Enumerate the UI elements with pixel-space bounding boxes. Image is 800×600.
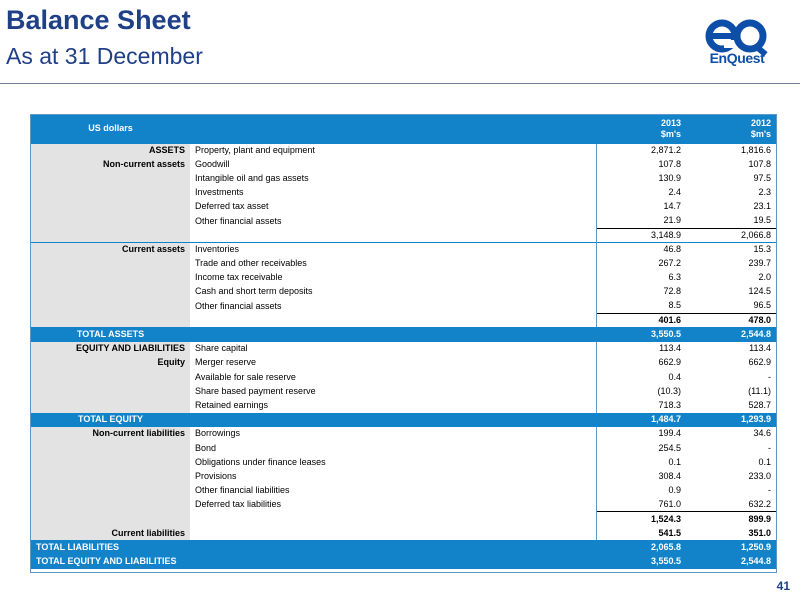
- row-value-2012: 34.6: [753, 428, 771, 439]
- table-row: [31, 526, 776, 540]
- row-value-2012: 662.9: [748, 357, 771, 368]
- row-item-label: Available for sale reserve: [195, 371, 296, 382]
- row-value-2012: 2,544.8: [686, 327, 776, 341]
- row-value-2012: 0.1: [758, 456, 771, 467]
- row-item-label: Income tax receivable: [195, 272, 283, 283]
- table-row: [31, 214, 776, 228]
- table-row: [31, 299, 776, 313]
- table-row: [31, 498, 776, 512]
- row-value-2013: 8.5: [596, 299, 686, 313]
- row-section-label: [31, 469, 190, 483]
- row-value-2012: 1,293.9: [686, 413, 776, 427]
- row-item-label: Other financial assets: [195, 300, 282, 311]
- row-value-2012: 478.0: [686, 313, 776, 327]
- row-value-2013: 761.0: [596, 498, 686, 512]
- row-value-2013: 541.5: [596, 526, 686, 540]
- table-row: [31, 484, 776, 498]
- table-row: [31, 257, 776, 271]
- row-item-label: Bond: [195, 442, 217, 453]
- row-value-2012: 899.9: [686, 512, 776, 526]
- row-section-label: [31, 171, 190, 185]
- header-blank: [190, 115, 596, 143]
- row-value-2012: -: [768, 371, 771, 382]
- table-row: [31, 313, 776, 327]
- row-value-2012: 233.0: [748, 470, 771, 481]
- row-section-label: TOTAL ASSETS: [31, 327, 190, 341]
- table-row: [31, 512, 776, 526]
- table-row: [31, 271, 776, 285]
- row-section-label: [31, 313, 190, 327]
- row-section-label: [31, 285, 190, 299]
- row-value-2012: 2.3: [758, 187, 771, 198]
- row-value-2013: 199.4: [596, 427, 686, 441]
- row-value-2012: 15.3: [686, 242, 776, 256]
- table-row: [31, 143, 776, 157]
- row-value-2013: 72.8: [596, 285, 686, 299]
- row-item-label: Inventories: [190, 242, 596, 256]
- row-item-label: Deferred tax liabilities: [195, 499, 282, 510]
- row-value-2012: 632.2: [748, 499, 771, 510]
- row-item-label: Share based payment reserve: [195, 385, 316, 396]
- row-item-label: Borrowings: [195, 428, 241, 439]
- row-section-label: EQUITY AND LIABILITIES: [31, 342, 190, 356]
- table-row: [31, 427, 776, 441]
- header-label-us-dollars: US dollars: [31, 115, 190, 143]
- row-value-2012: 2.0: [758, 272, 771, 283]
- row-value-2013: 401.6: [596, 313, 686, 327]
- row-section-label: [31, 484, 190, 498]
- row-item-label: [190, 327, 596, 341]
- row-value-2013: 130.9: [596, 171, 686, 185]
- table-row: [31, 398, 776, 412]
- row-value-2013: 0.1: [596, 455, 686, 469]
- page-subtitle: As at 31 December: [6, 43, 203, 69]
- row-section-label: Non-current liabilities: [31, 427, 190, 441]
- table-row: [31, 327, 776, 341]
- header-2013-unit: $m's: [660, 128, 681, 139]
- row-section-label: [31, 214, 190, 228]
- row-value-2013: 21.9: [596, 214, 686, 228]
- row-section-label: [31, 455, 190, 469]
- row-item-label: Obligations under finance leases: [195, 456, 326, 467]
- row-value-2013: 3,550.5: [596, 327, 686, 341]
- header-2013: [596, 115, 686, 143]
- row-value-2013: 3,148.9: [596, 228, 686, 242]
- row-value-2012: 239.7: [748, 258, 771, 269]
- row-section-label: [31, 271, 190, 285]
- table-row: [31, 200, 776, 214]
- table-row: [31, 370, 776, 384]
- row-item-label: Property, plant and equipment: [190, 143, 596, 157]
- row-value-2013: 662.9: [596, 356, 686, 370]
- table-row: [31, 441, 776, 455]
- row-value-2013: (10.3): [596, 384, 686, 398]
- header-2012-year: 2012: [750, 117, 771, 128]
- row-item-label: Share capital: [195, 343, 248, 354]
- row-value-2013: 308.4: [596, 469, 686, 483]
- table-row: [31, 157, 776, 171]
- row-item-label: [190, 413, 596, 427]
- table-row: [31, 242, 776, 256]
- header-2012-unit: $m's: [750, 128, 771, 139]
- row-value-2013: 2,065.8: [596, 540, 686, 554]
- table-row: [31, 384, 776, 398]
- row-value-2013: 1,524.3: [596, 512, 686, 526]
- balance-sheet-table: [30, 114, 777, 573]
- row-section-label: TOTAL LIABILITIES: [31, 540, 190, 554]
- balance-sheet-grid: [31, 115, 776, 569]
- row-section-label: [31, 398, 190, 412]
- row-value-2012: 113.4: [749, 343, 771, 354]
- table-header-row: [31, 115, 776, 143]
- row-section-label: [31, 186, 190, 200]
- row-value-2012: 19.5: [753, 215, 771, 226]
- row-section-label: [31, 384, 190, 398]
- row-item-label: Investments: [195, 187, 244, 198]
- row-value-2013: 113.4: [596, 342, 686, 356]
- row-value-2013: 2.4: [596, 186, 686, 200]
- row-value-2013: 254.5: [596, 441, 686, 455]
- row-section-label: [31, 512, 190, 526]
- row-section-label: Current assets: [31, 242, 190, 256]
- row-value-2013: 2,871.2: [596, 143, 686, 157]
- table-row: [31, 228, 776, 242]
- row-item-label: Deferred tax asset: [195, 201, 269, 212]
- row-section-label: TOTAL EQUITY AND LIABILITIES: [31, 554, 190, 568]
- row-item-label: [190, 540, 596, 554]
- row-value-2013: 1,484.7: [596, 413, 686, 427]
- row-value-2012: -: [768, 485, 771, 496]
- row-section-label: Equity: [31, 356, 190, 370]
- table-row: [31, 455, 776, 469]
- row-value-2012: 1,816.6: [686, 143, 776, 157]
- row-value-2012: 528.7: [748, 399, 771, 410]
- row-value-2013: 718.3: [596, 398, 686, 412]
- row-value-2013: 46.8: [596, 242, 686, 256]
- header-2013-year: 2013: [660, 117, 681, 128]
- row-section-label: Non-current assets: [31, 157, 190, 171]
- row-value-2012: (11.1): [748, 385, 771, 396]
- row-item-label: Other financial liabilities: [195, 485, 290, 496]
- row-item-label: [190, 313, 596, 327]
- row-section-label: [31, 257, 190, 271]
- row-value-2012: -: [768, 442, 771, 453]
- page-title: Balance Sheet: [6, 5, 191, 35]
- page-number: 41: [776, 579, 790, 593]
- row-value-2012: 2,066.8: [686, 228, 776, 242]
- row-section-label: [31, 200, 190, 214]
- row-section-label: Current liabilities: [31, 526, 190, 540]
- table-row: [31, 342, 776, 356]
- table-row: [31, 554, 776, 568]
- row-value-2013: 0.9: [596, 484, 686, 498]
- row-value-2012: 97.5: [753, 172, 771, 183]
- row-value-2013: 267.2: [596, 257, 686, 271]
- row-value-2013: 107.8: [596, 157, 686, 171]
- row-item-label: [190, 526, 596, 540]
- row-value-2013: 14.7: [596, 200, 686, 214]
- row-section-label: [31, 441, 190, 455]
- row-item-label: Provisions: [195, 470, 237, 481]
- row-value-2012: 107.8: [748, 158, 771, 169]
- header-2012: [686, 115, 776, 143]
- table-row: [31, 540, 776, 554]
- row-section-label: [31, 299, 190, 313]
- row-item-label: [190, 554, 596, 568]
- row-value-2012: 351.0: [748, 527, 771, 538]
- table-row: [31, 469, 776, 483]
- row-section-label: [31, 228, 190, 242]
- row-value-2012: 124.5: [748, 286, 771, 297]
- row-item-label: Merger reserve: [195, 357, 257, 368]
- row-item-label: [190, 512, 596, 526]
- row-value-2012: 1,250.9: [686, 540, 776, 554]
- row-section-label: TOTAL EQUITY: [31, 413, 190, 427]
- table-row: [31, 413, 776, 427]
- table-row: [31, 356, 776, 370]
- row-item-label: [190, 228, 596, 242]
- logo-wordmark: EnQuest: [709, 50, 765, 66]
- row-value-2013: 0.4: [596, 370, 686, 384]
- table-row: [31, 285, 776, 299]
- row-item-label: Goodwill: [195, 158, 230, 169]
- table-body: [31, 115, 776, 569]
- row-value-2013: 3,550.5: [596, 554, 686, 568]
- row-value-2013: 6.3: [596, 271, 686, 285]
- row-item-label: Cash and short term deposits: [195, 286, 313, 297]
- row-section-label: [31, 370, 190, 384]
- row-value-2012: 23.1: [753, 201, 771, 212]
- row-item-label: Intangible oil and gas assets: [195, 172, 309, 183]
- title-divider: [0, 83, 800, 84]
- row-item-label: Other financial assets: [195, 215, 282, 226]
- row-value-2012: 2,544.8: [686, 554, 776, 568]
- row-item-label: Trade and other receivables: [195, 258, 307, 269]
- row-section-label: ASSETS: [31, 143, 190, 157]
- table-row: [31, 171, 776, 185]
- table-row: [31, 186, 776, 200]
- row-section-label: [31, 498, 190, 512]
- row-value-2012: 96.5: [753, 300, 771, 311]
- row-item-label: Retained earnings: [195, 399, 269, 410]
